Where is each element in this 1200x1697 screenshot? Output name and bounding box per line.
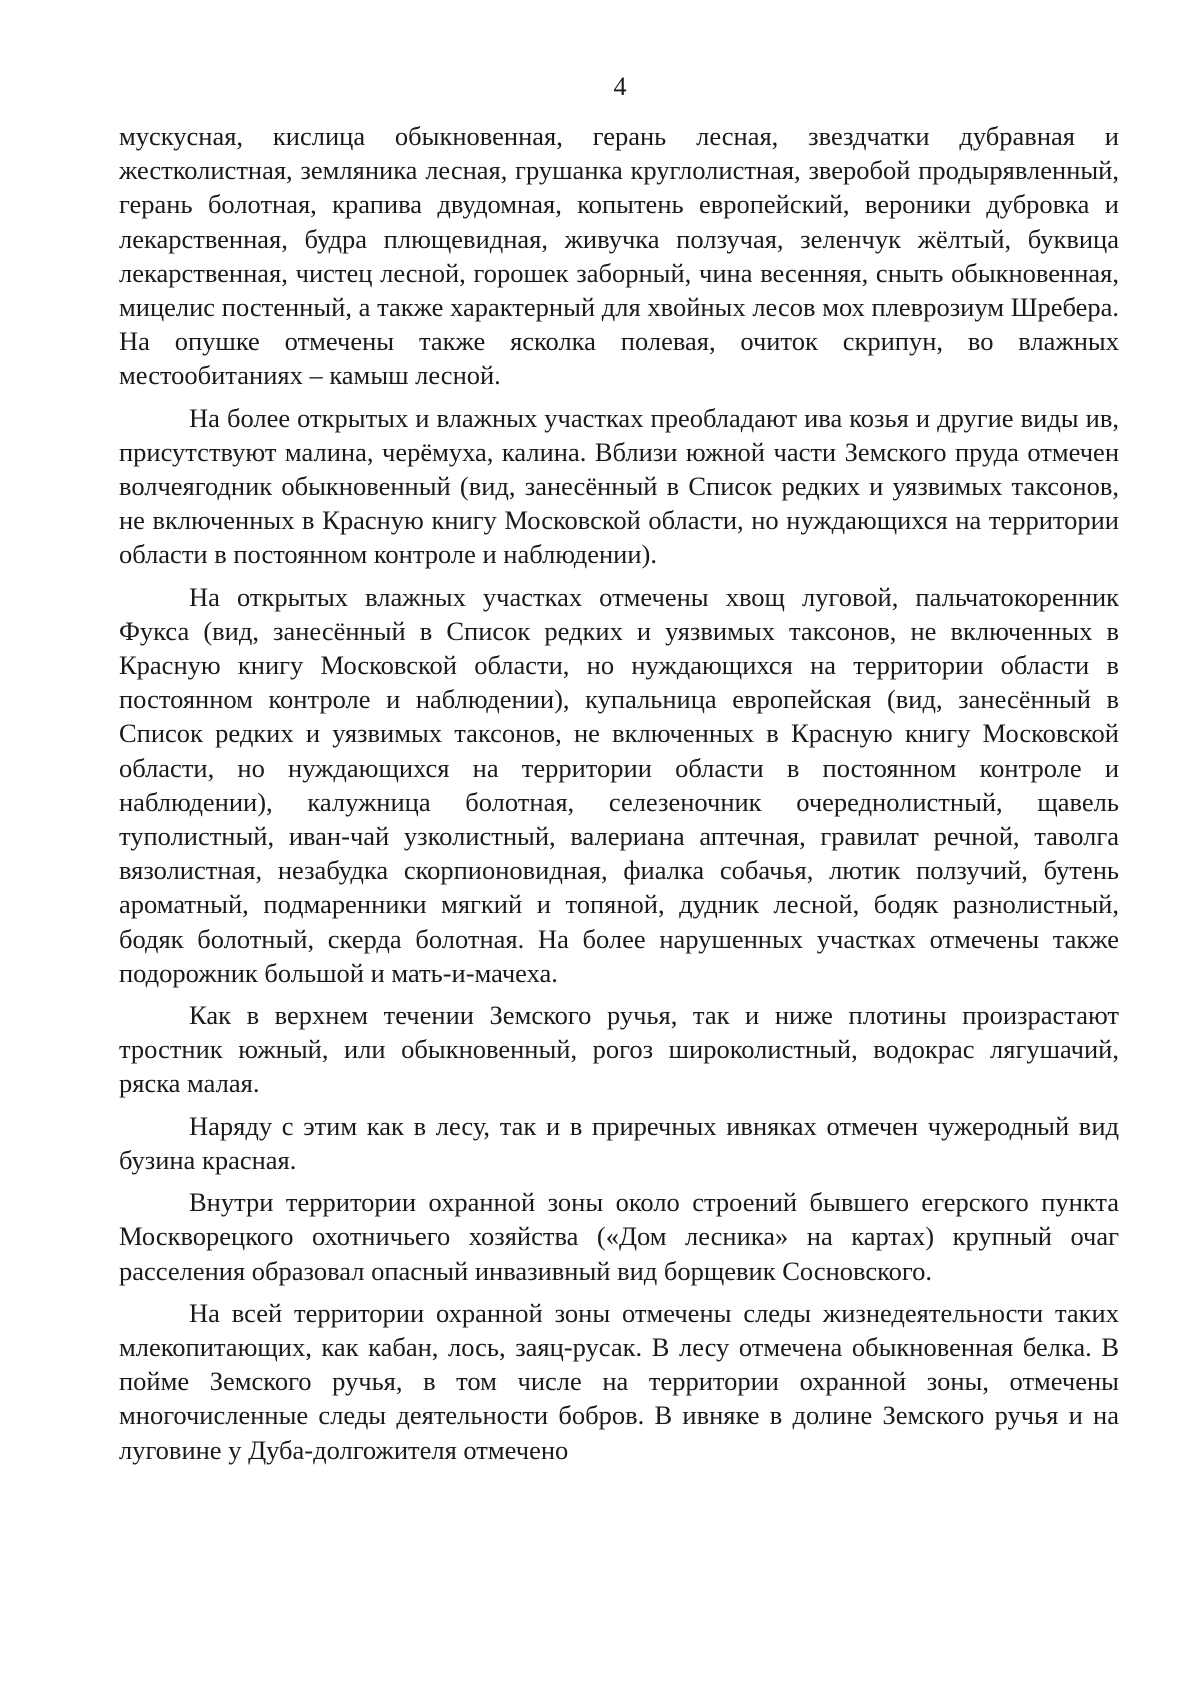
paragraph-6: Внутри территории охранной зоны около строений бывшего егерского пункта Москворецкого охотничьего хозяйства («Дом лесника» на картах) крупный очаг расселения образовал опасный инвазивный вид борщевик Сосновского.	[119, 1187, 1119, 1286]
paragraph-5: Наряду с этим как в лесу, так и в приречных ивняках отмечен чужеродный вид бузина красная.	[119, 1110, 1119, 1175]
paragraph-3: На открытых влажных участках отмечены хвощ луговой, пальчатокоренник Фукса (вид, занесённый в Список редких и уязвимых таксонов, не включенных в Красную книгу Московской области, но нуждающихся на территории области в постоянном контроле и наблюдении), купальница европейская (вид, занесённый в Список редких и уязвимых таксонов, не включенных в Красную книгу Московской области, но нуждающихся на территории области в постоянном контроле и наблюдении), калужница болотная, селезеночник очереднолистный, щавель туполистный, иван-чай узколистный, валериана аптечная, гравилат речной, таволга вязолистная, незабудка скорпионовидная, фиалка собачья, лютик ползучий, бутень ароматный, подмаренники мягкий и топяной, дудник лесной, бодяк разнолистный, бодяк болотный, скерда болотная. На более нарушенных участках отмечены также подорожник большой и мать-и-мачеха.	[119, 581, 1119, 988]
page-number: 4	[613, 72, 627, 101]
body-text	[119, 119, 1119, 1467]
paragraph-1: мускусная, кислица обыкновенная, герань лесная, звездчатки дубравная и жестколистная, земляника лесная, грушанка круглолистная, зверобой продырявленный, герань болотная, крапива двудомная, копытень европейский, вероники дубровка и лекарственная, будра плющевидная, живучка ползучая, зеленчук жёлтый, буквица лекарственная, чистец лесной, горошек заборный, чина весенняя, сныть обыкновенная, мицелис постенный, а также характерный для хвойных лесов мох плеврозиум Шребера. На опушке отмечены также ясколка полевая, очиток скрипун, во влажных местообитаниях – камыш лесной.	[119, 121, 1119, 391]
paragraph-4: Как в верхнем течении Земского ручья, так и ниже плотины произрастают тростник южный, или обыкновенный, рогоз широколистный, водокрас лягушачий, ряска малая.	[119, 1000, 1119, 1099]
paragraph-2: На более открытых и влажных участках преобладают ива козья и другие виды ив, присутствуют малина, черёмуха, калина. Вблизи южной части Земского пруда отмечен волчеягодник обыкновенный (вид, занесённый в Список редких и уязвимых таксонов, не включенных в Красную книгу Московской области, но нуждающихся на территории области в постоянном контроле и наблюдении).	[119, 402, 1119, 570]
paragraph-7: На всей территории охранной зоны отмечены следы жизнедеятельности таких млекопитающих, как кабан, лось, заяц-русак. В лесу отмечена обыкновенная белка. В пойме Земского ручья, в том числе на территории охранной зоны, отмечены многочисленные следы деятельности бобров. В ивняке в долине Земского ручья и на луговине у Дуба-долгожителя отмечено	[119, 1297, 1119, 1465]
